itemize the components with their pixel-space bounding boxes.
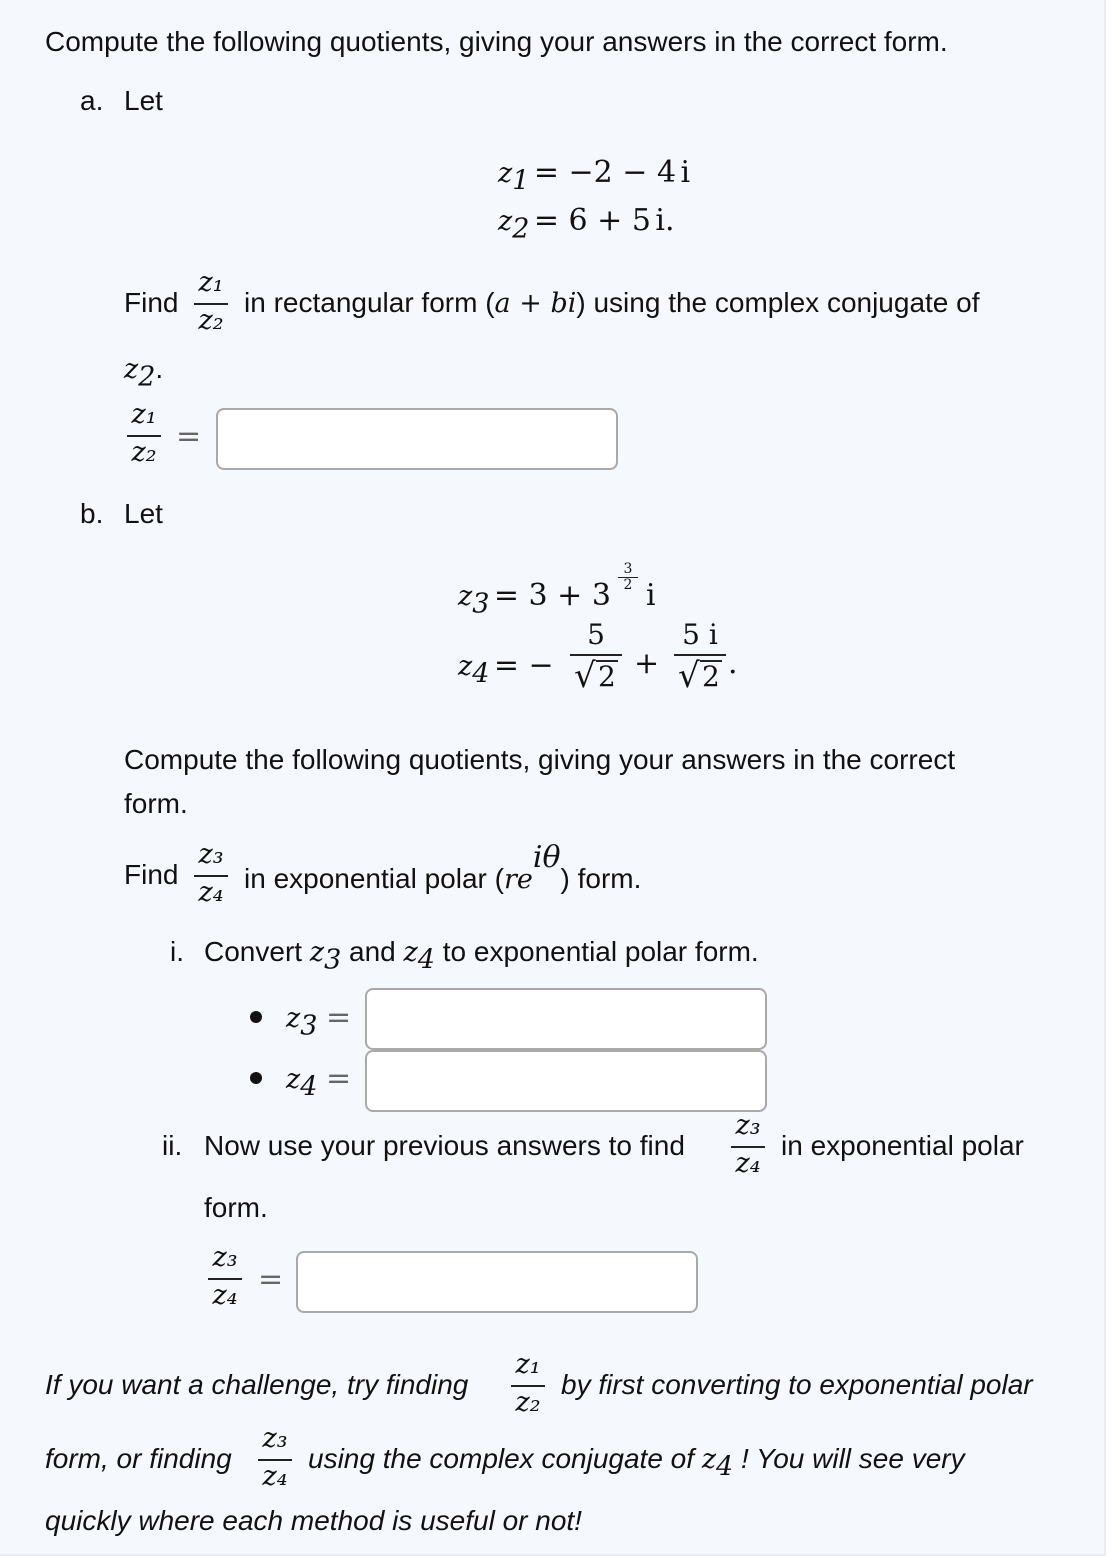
z4-fraction-2: 5 i √ 2 bbox=[674, 618, 726, 656]
answer-z3-over-z4-input[interactable] bbox=[296, 1251, 698, 1313]
problem-panel: Compute the following quotients, giving your answers in the correct form. a. Let $z_1 = -2 - 4$ i $z_2 = 6 + 5$ i. Find z₁ z₂ in rectangular form (a + bi) using the complex conjugate of $z_2$. z₁ z₂ = b. Let $z_3 = 3 + 3$ 3 2 i $z_4$ = − 5 √ 2 + 5 i √ 2 . Compute the following quotients, giving your answers in the correct form. Find z₃ z₄ in exponential polar $(re^{i\theta})$ form. i. Convert $z_3$ and $z_4$ to exponential polar form. $z_3$ = $z_4$ = ii. Now use your previous answers to find z₃ z₄ in exponential polar form. z₃ z₄ = If you want a challenge, try finding z₁ z₂ by first converting to exponential polar form, or finding z₃ z₄ using the complex conjugate of $z_4$ ! You will see very quickly where each method is useful or not! bbox=[0, 0, 1106, 1556]
z3-label: $z_3$ bbox=[286, 1003, 318, 1042]
equals-sign: = bbox=[258, 1262, 284, 1297]
z4-period: . bbox=[728, 646, 738, 681]
answer-z4-input[interactable] bbox=[365, 1050, 767, 1112]
part-b-compute-line1: Compute the following quotients, giving your answers in the correct bbox=[124, 744, 956, 775]
z3-exponent: 3 2 bbox=[618, 562, 638, 593]
challenge-line3: quickly where each method is useful or not! bbox=[45, 1505, 582, 1536]
sqrt-two: √ 2 bbox=[574, 656, 616, 696]
challenge-line2-a: form, or finding bbox=[45, 1443, 232, 1474]
step-i-marker: i. bbox=[170, 936, 184, 967]
z3-i: i bbox=[646, 578, 656, 613]
part-b-compute-line2: form. bbox=[124, 788, 188, 819]
equals-sign: = bbox=[176, 419, 202, 454]
equation-z2: $z_2 = 6 + 5$ i. bbox=[498, 203, 675, 245]
challenge-line1-a: If you want a challenge, try finding bbox=[45, 1369, 469, 1400]
part-a-find: Find bbox=[124, 287, 179, 318]
challenge-line1-b: by first converting to exponential polar bbox=[561, 1369, 1033, 1400]
answer-a-input[interactable] bbox=[216, 408, 618, 470]
z4-fraction-1: 5 √ 2 bbox=[570, 618, 622, 656]
part-b-let: Let bbox=[124, 498, 163, 529]
part-a-z2-wrap: $z_2$. bbox=[124, 353, 164, 393]
z4-plus: + bbox=[634, 646, 660, 681]
equation-z3: $z_3 = 3 + 3$ bbox=[458, 578, 611, 620]
equation-z1: $z_1 = -2 - 4$ i bbox=[498, 155, 691, 197]
bullet-icon bbox=[250, 1011, 262, 1023]
equals-sign: = bbox=[326, 1000, 352, 1035]
part-a-instruction: in rectangular form (a + bi) using the complex conjugate of bbox=[244, 287, 980, 319]
step-ii-text-2: in exponential polar bbox=[781, 1130, 1024, 1161]
step-ii-text-3: form. bbox=[204, 1192, 268, 1223]
bullet-icon bbox=[250, 1072, 262, 1084]
challenge-line2-b: using the complex conjugate of $z_4$ ! You will see very bbox=[308, 1443, 965, 1483]
step-i-text: Convert $z_3$ and $z_4$ to exponential polar form. bbox=[204, 936, 759, 976]
z4-label: $z_4$ bbox=[286, 1064, 318, 1103]
step-ii-text: Now use your previous answers to find bbox=[204, 1130, 685, 1161]
part-a-let: Let bbox=[124, 85, 163, 116]
part-b-find: Find bbox=[124, 859, 179, 890]
sqrt-two: √ 2 bbox=[678, 656, 720, 696]
part-a-marker: a. bbox=[80, 85, 104, 116]
equals-sign: = bbox=[326, 1061, 352, 1096]
part-b-instruction: in exponential polar $(re^{i\theta})$ form. bbox=[244, 840, 642, 895]
equation-z4-lhs: $z_4$ = − bbox=[458, 648, 554, 690]
step-ii-marker: ii. bbox=[162, 1130, 183, 1161]
part-b-marker: b. bbox=[80, 498, 104, 529]
answer-z3-input[interactable] bbox=[365, 988, 767, 1050]
intro-text: Compute the following quotients, giving your answers in the correct form. bbox=[45, 26, 948, 57]
